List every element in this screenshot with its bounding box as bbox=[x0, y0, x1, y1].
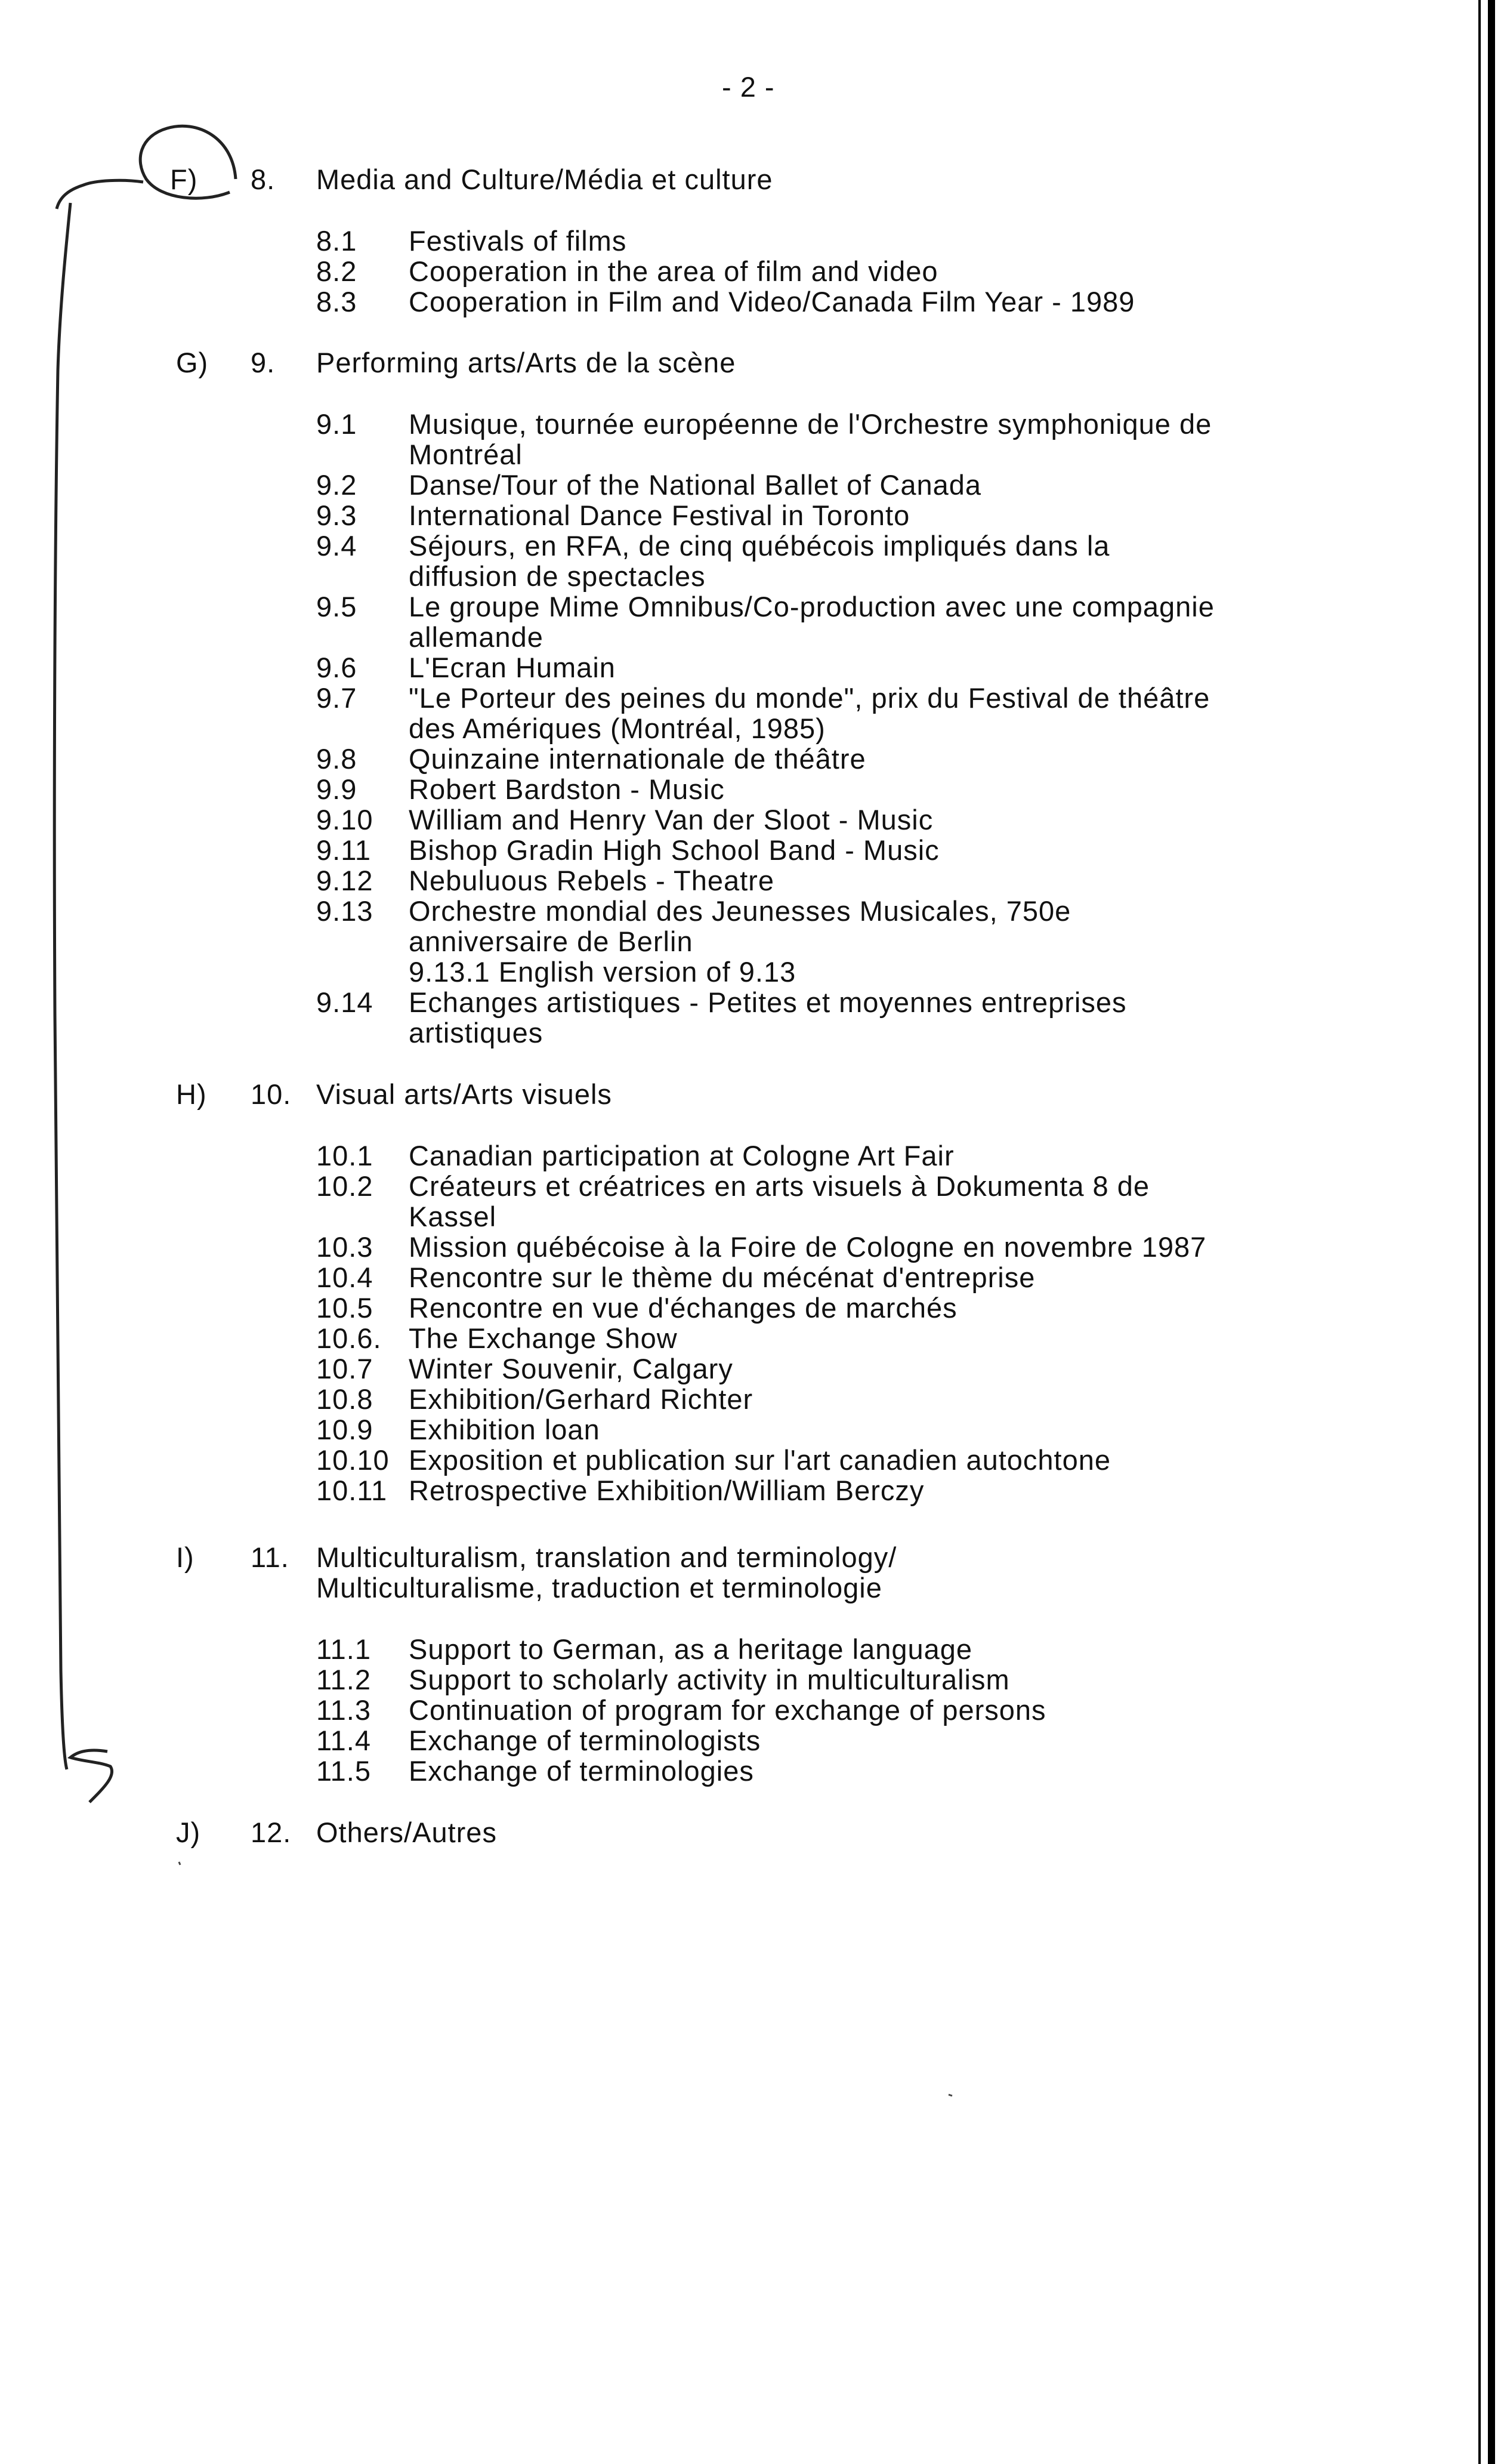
item-text: Mission québécoise à la Foire de Cologne en novembre 1987 bbox=[409, 1231, 1207, 1263]
item-number: 9.5 bbox=[316, 591, 357, 622]
item-text: Continuation of program for exchange of persons bbox=[409, 1694, 1046, 1726]
item-number: 9.3 bbox=[316, 499, 357, 531]
section-letter: H) bbox=[176, 1078, 207, 1110]
section-title: Performing arts/Arts de la scène bbox=[316, 347, 736, 378]
section-number: 10. bbox=[251, 1078, 292, 1110]
item-number: 8.1 bbox=[316, 225, 357, 257]
item-text: Rencontre en vue d'échanges de marchés bbox=[409, 1292, 958, 1324]
item-number: 11.5 bbox=[316, 1755, 371, 1787]
item-text: Rencontre sur le thème du mécénat d'entreprise bbox=[409, 1262, 1036, 1293]
item-number: 11.2 bbox=[316, 1664, 371, 1695]
item-number: 9.6 bbox=[316, 652, 357, 683]
item-text: Robert Bardston - Music bbox=[409, 773, 725, 805]
sub-item-text: 9.13.1 English version of 9.13 bbox=[409, 956, 796, 988]
item-number: 9.7 bbox=[316, 682, 357, 714]
section-number: 8. bbox=[251, 164, 276, 195]
section-title: Visual arts/Arts visuels bbox=[316, 1078, 612, 1110]
item-text: Support to scholarly activity in multiculturalism bbox=[409, 1664, 1010, 1695]
item-text: Le groupe Mime Omnibus/Co-production avec une compagnie bbox=[409, 591, 1215, 622]
item-text: Bishop Gradin High School Band - Music bbox=[409, 834, 940, 866]
item-text: Support to German, as a heritage language bbox=[409, 1633, 973, 1665]
section-letter: J) bbox=[176, 1817, 201, 1848]
item-number: 11.4 bbox=[316, 1725, 371, 1756]
section-number: 11. bbox=[251, 1541, 289, 1573]
item-number: 11.1 bbox=[316, 1633, 371, 1665]
item-number: 10.8 bbox=[316, 1383, 373, 1415]
item-text-continued: anniversaire de Berlin bbox=[409, 926, 693, 957]
item-number: 9.12 bbox=[316, 865, 373, 896]
item-number: 9.11 bbox=[316, 834, 371, 866]
item-number: 10.1 bbox=[316, 1140, 373, 1171]
item-text: L'Ecran Humain bbox=[409, 652, 616, 683]
item-number: 8.2 bbox=[316, 255, 357, 287]
page-number: - 2 - bbox=[722, 71, 775, 103]
item-text: Echanges artistiques - Petites et moyennes entreprises bbox=[409, 986, 1127, 1018]
item-text: "Le Porteur des peines du monde", prix du Festival de théâtre bbox=[409, 682, 1210, 714]
item-number: 9.1 bbox=[316, 408, 357, 440]
item-text: Winter Souvenir, Calgary bbox=[409, 1353, 733, 1384]
item-text: Cooperation in the area of film and video bbox=[409, 255, 938, 287]
item-text: Festivals of films bbox=[409, 225, 627, 257]
item-text: International Dance Festival in Toronto bbox=[409, 499, 910, 531]
item-text: Quinzaine internationale de théâtre bbox=[409, 743, 866, 775]
item-text: Musique, tournée européenne de l'Orchestre symphonique de bbox=[409, 408, 1212, 440]
item-number: 10.5 bbox=[316, 1292, 373, 1324]
item-text: Exhibition/Gerhard Richter bbox=[409, 1383, 753, 1415]
section-title: Media and Culture/Média et culture bbox=[316, 164, 773, 195]
section-letter: F) bbox=[170, 164, 198, 195]
item-number: 10.11 bbox=[316, 1475, 388, 1506]
item-text-continued: allemande bbox=[409, 621, 543, 653]
item-number: 10.4 bbox=[316, 1262, 373, 1293]
item-text: Séjours, en RFA, de cinq québécois impliqués dans la bbox=[409, 530, 1110, 562]
item-number: 10.6. bbox=[316, 1322, 382, 1354]
item-text-continued: Montréal bbox=[409, 439, 523, 470]
item-text: Nebuluous Rebels - Theatre bbox=[409, 865, 774, 896]
section-number: 9. bbox=[251, 347, 276, 378]
item-number: 9.13 bbox=[316, 895, 373, 927]
section-title: Others/Autres bbox=[316, 1817, 497, 1848]
item-text: Exchange of terminologies bbox=[409, 1755, 754, 1787]
item-number: 10.10 bbox=[316, 1444, 390, 1476]
item-number: 9.2 bbox=[316, 469, 357, 501]
item-text: Exhibition loan bbox=[409, 1414, 600, 1445]
item-number: 9.9 bbox=[316, 773, 357, 805]
item-number: 10.7 bbox=[316, 1353, 373, 1384]
item-text: Exchange of terminologists bbox=[409, 1725, 761, 1756]
scan-border-line bbox=[1488, 0, 1495, 2464]
item-number: 9.4 bbox=[316, 530, 357, 562]
item-number: 10.9 bbox=[316, 1414, 373, 1445]
item-text-continued: Kassel bbox=[409, 1201, 497, 1232]
item-number: 10.2 bbox=[316, 1170, 373, 1202]
scan-border-line bbox=[1478, 0, 1481, 2464]
item-text: Orchestre mondial des Jeunesses Musicales, 750e bbox=[409, 895, 1071, 927]
item-number: 11.3 bbox=[316, 1694, 371, 1726]
item-number: 8.3 bbox=[316, 286, 357, 317]
item-text: Retrospective Exhibition/William Berczy bbox=[409, 1475, 925, 1506]
item-text: Créateurs et créatrices en arts visuels à Dokumenta 8 de bbox=[409, 1170, 1150, 1202]
item-text-continued: diffusion de spectacles bbox=[409, 560, 706, 592]
item-text: Exposition et publication sur l'art canadien autochtone bbox=[409, 1444, 1111, 1476]
item-number: 10.3 bbox=[316, 1231, 373, 1263]
item-text: The Exchange Show bbox=[409, 1322, 678, 1354]
item-text: William and Henry Van der Sloot - Music bbox=[409, 804, 934, 835]
item-number: 9.8 bbox=[316, 743, 357, 775]
item-text-continued: artistiques bbox=[409, 1017, 543, 1048]
section-number: 12. bbox=[251, 1817, 292, 1848]
item-number: 9.14 bbox=[316, 986, 373, 1018]
item-text: Cooperation in Film and Video/Canada Film Year - 1989 bbox=[409, 286, 1135, 317]
section-title: Multiculturalism, translation and terminology/ bbox=[316, 1541, 897, 1573]
item-number: 9.10 bbox=[316, 804, 373, 835]
section-title-continued: Multiculturalisme, traduction et terminologie bbox=[316, 1572, 882, 1603]
section-letter: I) bbox=[176, 1541, 194, 1573]
item-text: Canadian participation at Cologne Art Fair bbox=[409, 1140, 955, 1171]
item-text: Danse/Tour of the National Ballet of Canada bbox=[409, 469, 982, 501]
section-letter: G) bbox=[176, 347, 209, 378]
item-text-continued: des Amériques (Montréal, 1985) bbox=[409, 713, 826, 744]
